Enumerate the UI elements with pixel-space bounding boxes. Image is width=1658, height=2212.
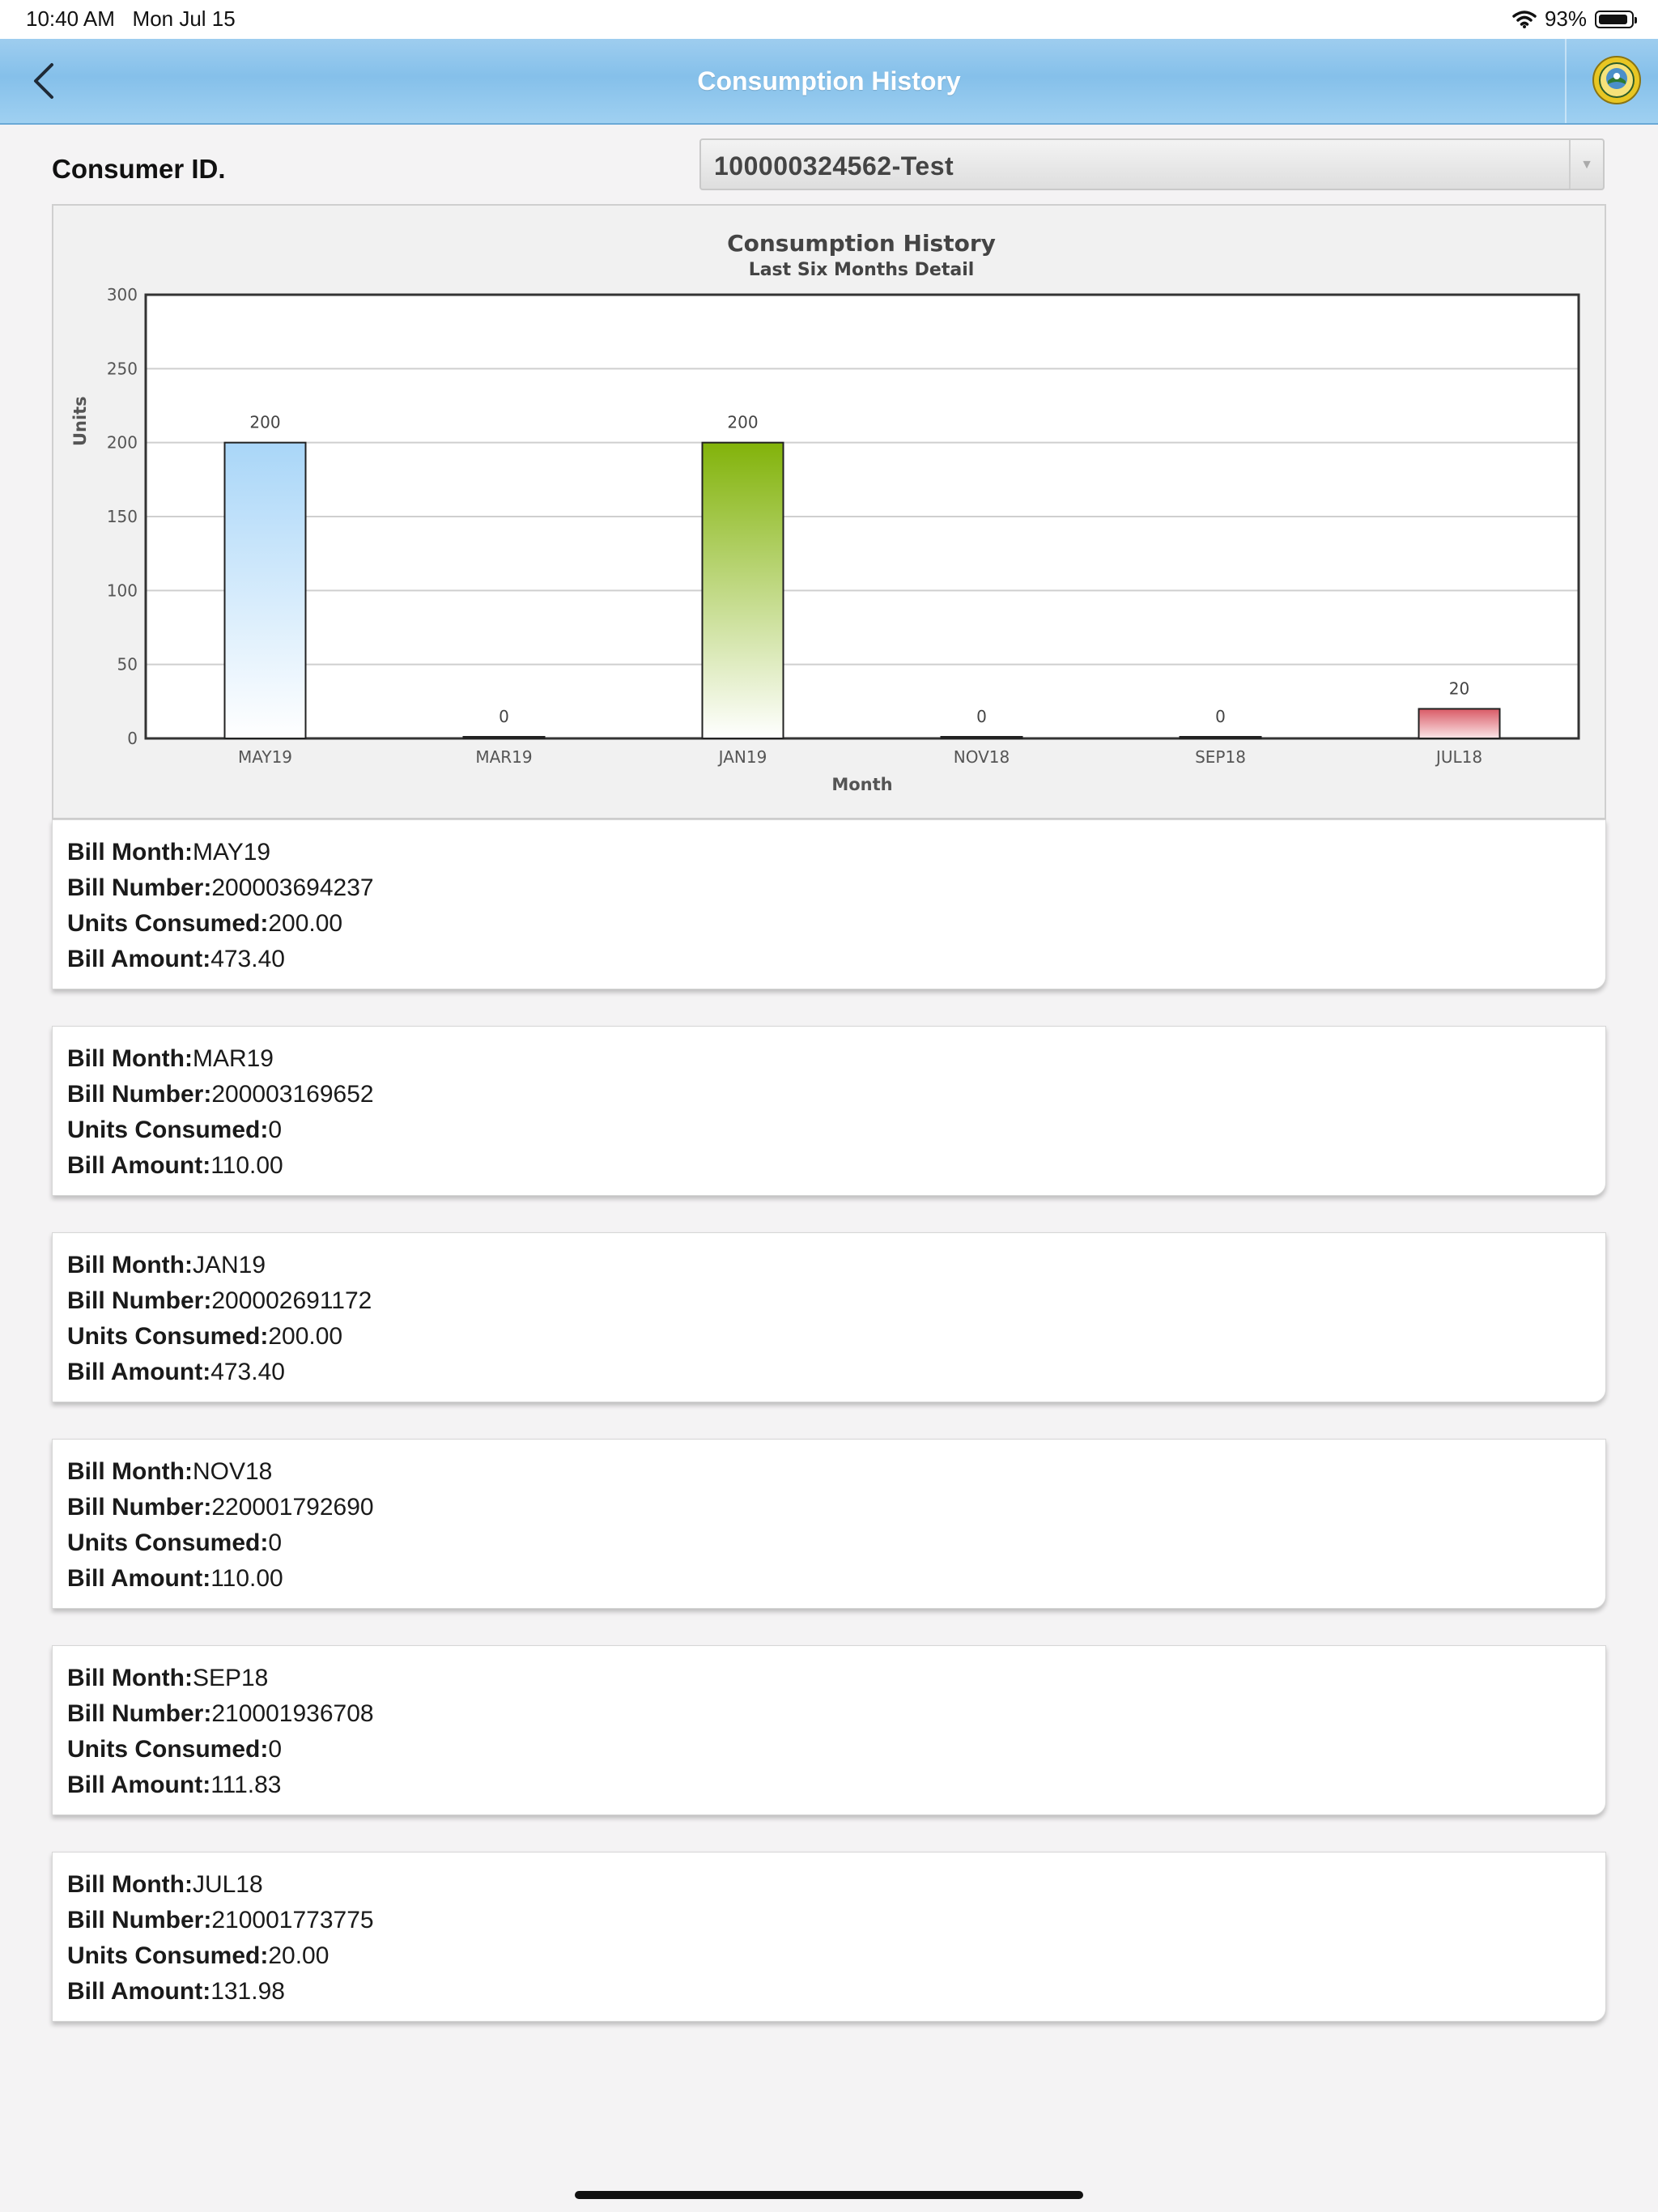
bill-card[interactable] <box>52 1026 1606 1196</box>
battery-icon <box>1595 11 1634 28</box>
y-tick-label: 150 <box>106 507 138 526</box>
units-consumed-label: Units Consumed: <box>67 1323 269 1350</box>
units-consumed: 200.00 <box>268 1323 343 1350</box>
units-consumed-line <box>67 1112 1605 1148</box>
bill-number-label: Bill Number: <box>67 1081 212 1108</box>
bill-month: MAY19 <box>192 839 271 866</box>
bill-amount: 110.00 <box>210 1152 283 1179</box>
bill-amount-label: Bill Amount: <box>67 1772 211 1798</box>
units-consumed-line <box>67 1525 1605 1561</box>
bill-number-label: Bill Number: <box>67 1907 212 1933</box>
bar-data-label: 0 <box>976 707 987 726</box>
bill-number: 200003169652 <box>211 1081 374 1108</box>
bill-number: 200002691172 <box>211 1287 372 1314</box>
bill-amount-line <box>67 1974 1605 2010</box>
consumer-id-label: Consumer ID. <box>52 154 226 184</box>
bill-number-line <box>67 1283 1605 1319</box>
bar-data-label: 200 <box>249 412 281 432</box>
bill-amount-label: Bill Amount: <box>67 1359 211 1385</box>
bill-amount: 473.40 <box>210 1359 285 1385</box>
bar-data-label: 0 <box>499 707 509 726</box>
bill-month-line <box>67 1041 1605 1077</box>
bill-amount-label: Bill Amount: <box>67 946 211 972</box>
y-tick-label: 300 <box>106 285 138 304</box>
bill-amount-line <box>67 1561 1605 1597</box>
bill-number-label: Bill Number: <box>67 874 212 901</box>
battery-fill <box>1599 15 1627 24</box>
battery-percent: 93% <box>1544 6 1587 31</box>
status-indicators <box>1512 6 1634 32</box>
units-consumed: 0 <box>268 1117 283 1143</box>
bill-amount-label: Bill Amount: <box>67 1978 211 2005</box>
bill-month-label: Bill Month: <box>67 1665 193 1691</box>
bill-number-line <box>67 1903 1605 1938</box>
bill-month-line <box>67 1248 1605 1283</box>
bar-data-label: 0 <box>1215 707 1226 726</box>
x-tick-label: MAR19 <box>475 747 533 767</box>
status-time <box>26 6 236 32</box>
battery-cap <box>1635 17 1637 23</box>
bill-number-label: Bill Number: <box>67 1494 212 1521</box>
units-consumed-label: Units Consumed: <box>67 1117 269 1143</box>
consumption-chart <box>53 206 1605 818</box>
select-arrow-box <box>1569 140 1603 189</box>
bill-amount: 111.83 <box>210 1772 282 1798</box>
units-consumed-label: Units Consumed: <box>67 1529 269 1556</box>
status-bar <box>0 0 1658 39</box>
x-axis-title: Month <box>831 775 893 794</box>
bill-number: 200003694237 <box>211 874 374 901</box>
bill-amount-label: Bill Amount: <box>67 1152 211 1179</box>
bill-amount-line <box>67 942 1605 977</box>
y-tick-label: 0 <box>127 729 138 748</box>
bar-data-label: 200 <box>727 412 759 432</box>
units-consumed: 0 <box>268 1529 283 1556</box>
bill-number-label: Bill Number: <box>67 1700 212 1727</box>
x-tick-label: JAN19 <box>718 747 767 767</box>
y-tick-label: 250 <box>106 359 138 379</box>
bill-number-line <box>67 1077 1605 1112</box>
bill-number-label: Bill Number: <box>67 1287 212 1314</box>
y-tick-label: 100 <box>106 581 138 601</box>
bill-number: 220001792690 <box>211 1494 374 1521</box>
bill-month-label: Bill Month: <box>67 839 193 866</box>
bill-month-label: Bill Month: <box>67 1045 193 1072</box>
bar-mar19 <box>464 737 545 738</box>
consumer-id-value: 100000324562-Test <box>714 151 954 181</box>
y-tick-label: 50 <box>117 654 138 674</box>
nav-divider <box>1565 39 1567 123</box>
units-consumed-label: Units Consumed: <box>67 910 269 937</box>
nav-bar <box>0 39 1658 125</box>
consumer-id-select[interactable] <box>699 138 1605 190</box>
bar-jul18 <box>1419 708 1500 738</box>
bill-number-line <box>67 1696 1605 1732</box>
bill-card[interactable] <box>52 819 1606 989</box>
bill-amount: 131.98 <box>210 1978 285 2005</box>
wifi-icon <box>1512 10 1537 29</box>
bill-month-line <box>67 835 1605 870</box>
units-consumed: 20.00 <box>268 1942 329 1969</box>
x-tick-label: SEP18 <box>1195 747 1246 767</box>
bill-month-label: Bill Month: <box>67 1252 193 1278</box>
bar-sep18 <box>1180 737 1261 738</box>
units-consumed-label: Units Consumed: <box>67 1736 269 1763</box>
bill-number-line <box>67 870 1605 906</box>
page-title: Consumption History <box>697 66 961 96</box>
x-tick-label: JUL18 <box>1435 747 1483 767</box>
bill-month-line <box>67 1661 1605 1696</box>
units-consumed: 0 <box>268 1736 283 1763</box>
y-tick-label: 200 <box>106 432 138 453</box>
units-consumed-line <box>67 1938 1605 1974</box>
bar-may19 <box>225 443 306 738</box>
bill-card[interactable] <box>52 1645 1606 1815</box>
chevron-down-icon: ▼ <box>1580 158 1593 172</box>
status-clock: 10:40 AM <box>26 6 115 31</box>
bill-month: JAN19 <box>192 1252 266 1278</box>
bill-card[interactable] <box>52 1852 1606 2022</box>
bill-month: NOV18 <box>192 1458 273 1485</box>
bar-jan19 <box>703 443 784 738</box>
chart-subtitle: Last Six Months Detail <box>748 260 975 280</box>
bill-month: JUL18 <box>192 1871 263 1898</box>
bill-card[interactable] <box>52 1232 1606 1402</box>
bill-month-line <box>67 1454 1605 1490</box>
x-tick-label: MAY19 <box>237 747 293 767</box>
units-consumed-label: Units Consumed: <box>67 1942 269 1969</box>
home-indicator[interactable] <box>575 2191 1083 2199</box>
bill-number: 210001936708 <box>211 1700 374 1727</box>
bill-month-label: Bill Month: <box>67 1458 193 1485</box>
bill-month: MAR19 <box>192 1045 274 1072</box>
bill-month-line <box>67 1867 1605 1903</box>
consumption-chart-panel <box>52 204 1606 819</box>
units-consumed-line <box>67 1319 1605 1355</box>
bill-number: 210001773775 <box>211 1907 374 1933</box>
x-tick-label: NOV18 <box>953 747 1010 767</box>
units-consumed-line <box>67 1732 1605 1767</box>
bill-card[interactable] <box>52 1439 1606 1609</box>
bill-amount: 110.00 <box>210 1565 283 1592</box>
bill-month: SEP18 <box>192 1665 269 1691</box>
utility-logo-icon[interactable] <box>1592 55 1642 105</box>
bill-amount-line <box>67 1355 1605 1390</box>
bar-nov18 <box>942 737 1022 738</box>
chart-title: Consumption History <box>727 230 996 257</box>
bill-amount-label: Bill Amount: <box>67 1565 211 1592</box>
units-consumed: 200.00 <box>268 910 343 937</box>
units-consumed-line <box>67 906 1605 942</box>
status-date: Mon Jul 15 <box>132 6 236 31</box>
bar-data-label: 20 <box>1448 678 1470 699</box>
bill-amount: 473.40 <box>210 946 285 972</box>
bill-amount-line <box>67 1148 1605 1184</box>
y-axis-title: Units <box>70 396 90 447</box>
bill-amount-line <box>67 1767 1605 1803</box>
bill-number-line <box>67 1490 1605 1525</box>
bill-month-label: Bill Month: <box>67 1871 193 1898</box>
